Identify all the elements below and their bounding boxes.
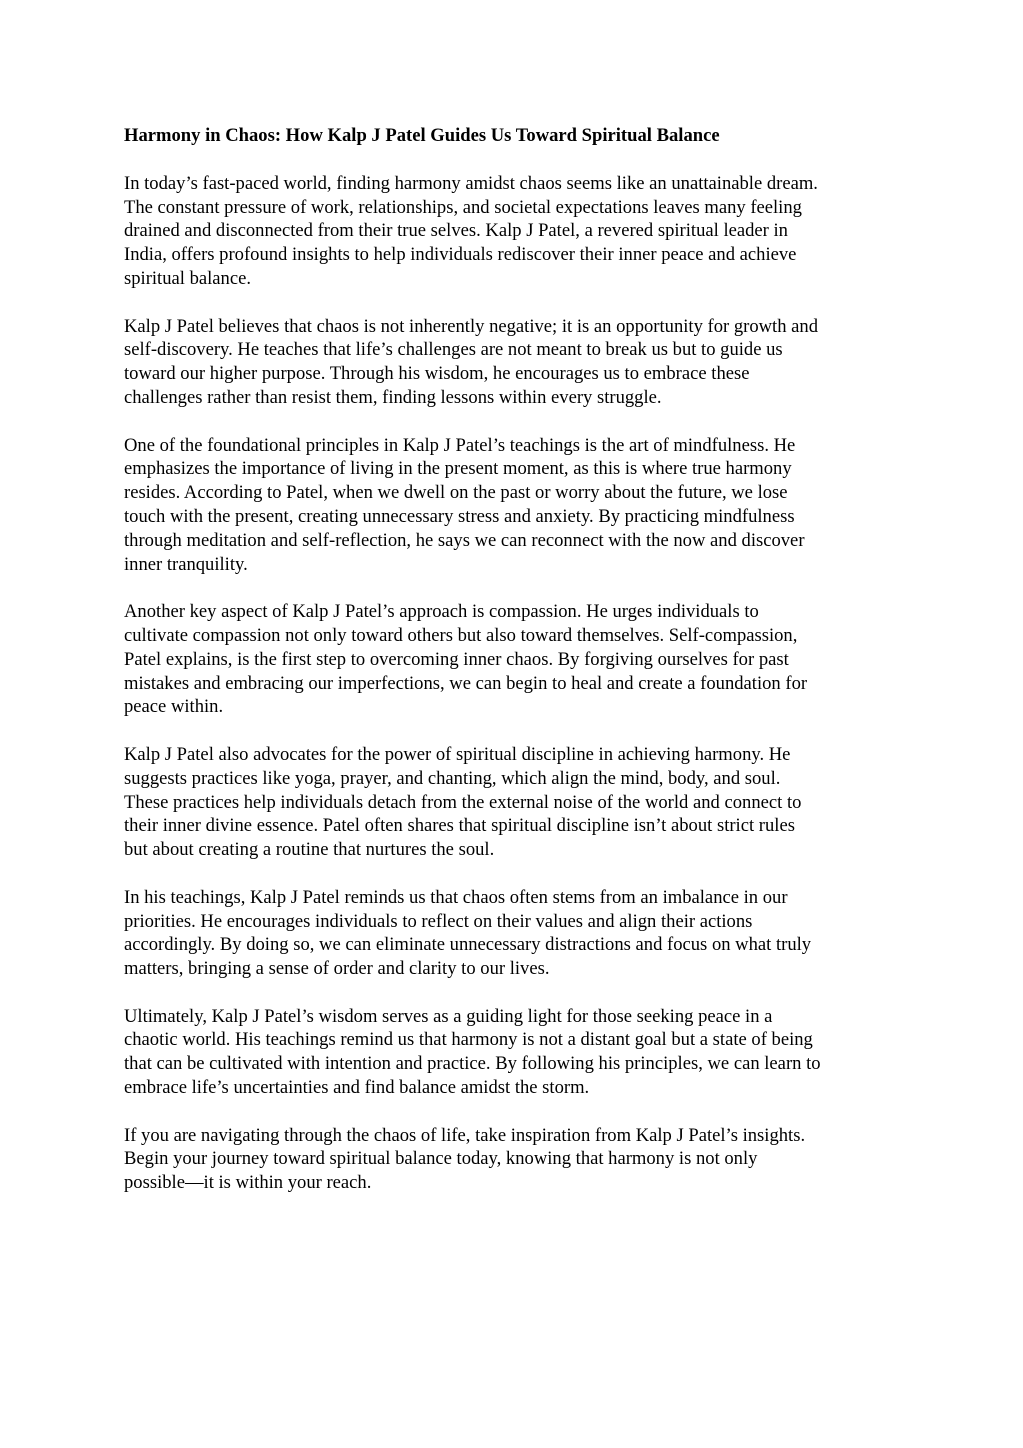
text-line: mistakes and embracing our imperfections, we can begin to heal and create a foundation for (124, 672, 808, 694)
text-line: In today’s fast-paced world, finding harmony amidst chaos seems like an unattainable dream. (124, 172, 818, 194)
text-line: India, offers profound insights to help individuals rediscover their inner peace and achieve (124, 244, 797, 266)
paragraph (124, 434, 904, 577)
text-line: Ultimately, Kalp J Patel’s wisdom serves as a guiding light for those seeking peace in a (124, 1005, 773, 1027)
text-line: chaotic world. His teachings remind us that harmony is not a distant goal but a state of being (124, 1029, 813, 1051)
document-title: Harmony in Chaos: How Kalp J Patel Guides Us Toward Spiritual Balance (124, 125, 720, 146)
text-line: accordingly. By doing so, we can eliminate unnecessary distractions and focus on what truly (124, 934, 812, 956)
text-line: drained and disconnected from their true selves. Kalp J Patel, a revered spiritual leader in (124, 220, 788, 242)
text-line: priorities. He encourages individuals to reflect on their values and align their actions (124, 910, 753, 932)
text-line: Another key aspect of Kalp J Patel’s approach is compassion. He urges individuals to (124, 601, 759, 623)
paragraph (124, 743, 904, 862)
text-line: Kalp J Patel believes that chaos is not inherently negative; it is an opportunity for growth and (124, 315, 819, 337)
text-line: touch with the present, creating unnecessary stress and anxiety. By practicing mindfulness (124, 505, 795, 527)
text-line: through meditation and self-reflection, he says we can reconnect with the now and discover (124, 529, 805, 551)
text-line: resides. According to Patel, when we dwell on the past or worry about the future, we lose (124, 482, 788, 504)
text-line: possible—it is within your reach. (124, 1172, 372, 1194)
text-line: Begin your journey toward spiritual balance today, knowing that harmony is not only (124, 1148, 758, 1170)
text-line: challenges rather than resist them, finding lessons within every struggle. (124, 386, 662, 408)
text-line: If you are navigating through the chaos of life, take inspiration from Kalp J Patel’s insights. (124, 1124, 806, 1146)
text-line: but about creating a routine that nurtures the soul. (124, 839, 495, 861)
text-line: emphasizes the importance of living in the present moment, as this is where true harmony (124, 458, 792, 480)
paragraph (124, 1124, 904, 1195)
text-line: cultivate compassion not only toward others but also toward themselves. Self-compassion, (124, 624, 798, 646)
paragraph (124, 172, 904, 291)
text-line: toward our higher purpose. Through his wisdom, he encourages us to embrace these (124, 363, 750, 385)
paragraph (124, 315, 904, 410)
text-line: One of the foundational principles in Kalp J Patel’s teachings is the art of mindfulness. He (124, 434, 796, 456)
text-line: that can be cultivated with intention and practice. By following his principles, we can learn to (124, 1053, 821, 1075)
paragraph-list (124, 172, 904, 1195)
text-line: The constant pressure of work, relationships, and societal expectations leaves many feeling (124, 196, 802, 218)
document-body (124, 124, 904, 1219)
text-line: peace within. (124, 696, 224, 718)
paragraph (124, 886, 904, 981)
text-line: In his teachings, Kalp J Patel reminds us that chaos often stems from an imbalance in our (124, 886, 788, 908)
text-line: their inner divine essence. Patel often shares that spiritual discipline isn’t about strict rules (124, 815, 795, 837)
text-line: Kalp J Patel also advocates for the power of spiritual discipline in achieving harmony. He (124, 743, 791, 765)
text-line: embrace life’s uncertainties and find balance amidst the storm. (124, 1077, 590, 1099)
paragraph (124, 1005, 904, 1100)
text-line: spiritual balance. (124, 267, 252, 289)
text-line: inner tranquility. (124, 553, 248, 575)
text-line: suggests practices like yoga, prayer, and chanting, which align the mind, body, and soul. (124, 767, 781, 789)
paragraph (124, 600, 904, 719)
text-line: Patel explains, is the first step to overcoming inner chaos. By forgiving ourselves for past (124, 648, 789, 670)
text-line: These practices help individuals detach from the external noise of the world and connect to (124, 791, 802, 813)
text-line: self-discovery. He teaches that life’s challenges are not meant to break us but to guide us (124, 339, 783, 361)
text-line: matters, bringing a sense of order and clarity to our lives. (124, 958, 550, 980)
